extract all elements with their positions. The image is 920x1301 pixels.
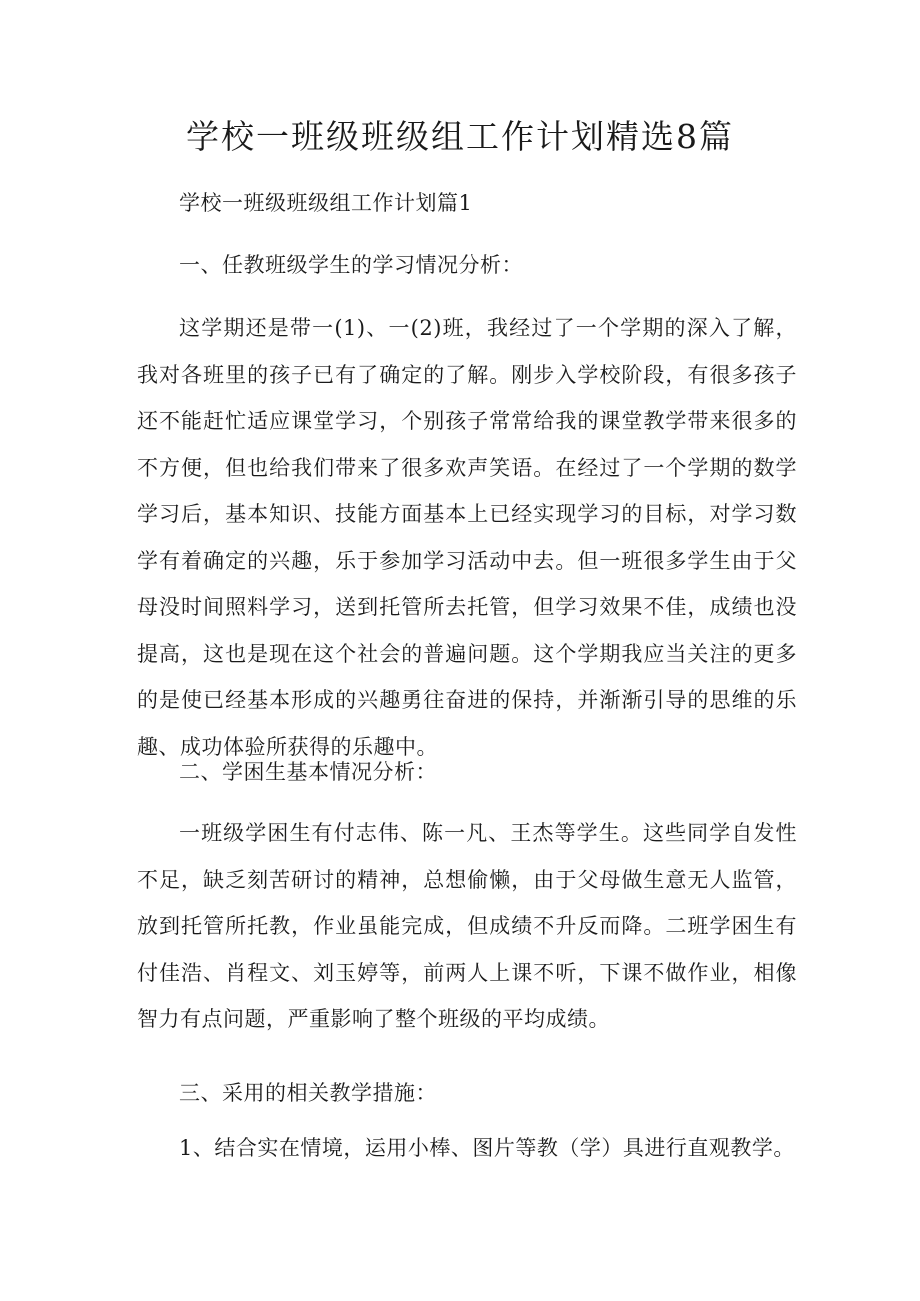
section-2-paragraph: 一班级学困生有付志伟、陈一凡、王杰等学生。这些同学自发性不足，缺乏刻苦研讨的精神，总想偷懒，由于父母做生意无人监管，放到托管所托教，作业虽能完成，但成绩不升反而降。二班学困生有付佳浩、肖程文、刘玉婷等，前两人上课不听，下课不做作业，相像智力有点问题，严重影响了整个班级的平均成绩。: [137, 821, 797, 1031]
document-title: 学校一班级班级组工作计划精选8篇: [186, 117, 734, 156]
section-1-heading: 一、任教班级学生的学习情况分析：: [179, 253, 523, 277]
measure-item-1: 1、结合实在情境，运用小棒、图片等教（学）具进行直观教学。: [179, 1136, 795, 1160]
section-2-heading: 二、学困生基本情况分析：: [179, 760, 437, 784]
section-1-paragraph: 这学期还是带一(1)、一(2)班，我经过了一个学期的深入了解，我对各班里的孩子已有了确定的了解。刚步入学校阶段，有很多孩子还不能赶忙适应课堂学习，个别孩子常常给我的课堂教学带来很多的不方便，但也给我们带来了很多欢声笑语。在经过了一个学期的数学学习后，基本知识、技能方面基本上已经实现学习的目标，对学习数学有着确定的兴趣，乐于参加学习活动中去。但一班很多学生由于父母没时间照料学习，送到托管所去托管，但学习效果不佳，成绩也没提高，这也是现在这个社会的普遍问题。这个学期我应当关注的更多的是使已经基本形成的兴趣勇往奋进的保持，并渐渐引导的思维的乐趣、成功体验所获得的乐趣中。: [137, 316, 797, 759]
section-3-heading: 三、采用的相关教学措施：: [179, 1081, 437, 1105]
subtitle: 学校一班级班级组工作计划篇1: [179, 191, 473, 215]
